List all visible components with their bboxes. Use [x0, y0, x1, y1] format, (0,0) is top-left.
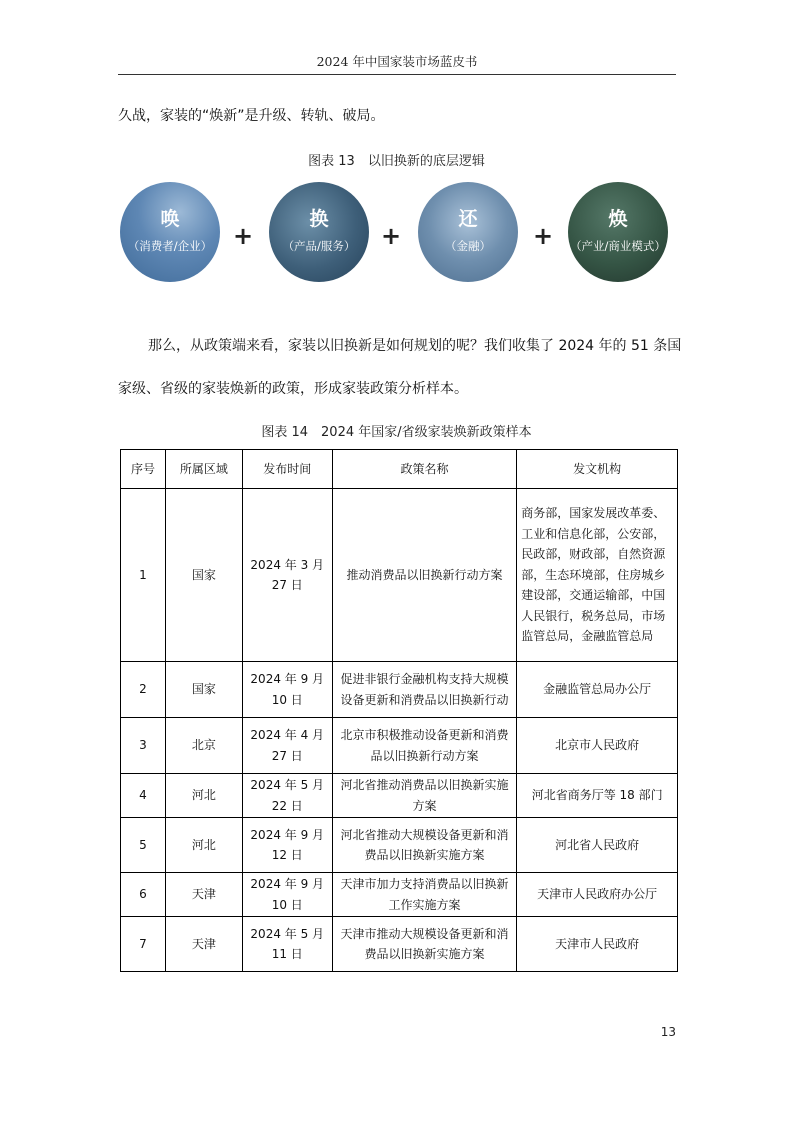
table-header-row	[121, 450, 678, 489]
page-number: 13	[660, 1025, 676, 1039]
row-date	[242, 662, 332, 718]
circle-finance-title: 还	[458, 208, 478, 230]
row-date	[242, 917, 332, 972]
header-issuing-org: 发文机构	[517, 450, 678, 489]
org-line: 河北省人民政府	[555, 837, 640, 852]
name-line: 费品以旧换新实施方案	[364, 947, 485, 961]
date-line: 12 日	[271, 848, 303, 862]
org-line: 民政部，财政部，自然资源	[521, 547, 666, 562]
org-line: 金融监管总局办公厅	[543, 682, 652, 697]
figure-13-caption: 图表 13 以旧换新的底层逻辑	[308, 154, 485, 169]
row-region: 国家	[165, 662, 242, 718]
org-line: 天津市人民政府办公厅	[537, 887, 658, 902]
name-line: 品以旧换新行动方案	[370, 748, 479, 763]
date-line: 10 日	[271, 692, 303, 707]
row-region: 河北	[165, 774, 242, 818]
policy-table	[120, 449, 678, 972]
date-line: 2024 年 9 月	[250, 672, 325, 686]
row-date	[242, 818, 332, 873]
date-line: 2024 年 5 月	[250, 926, 325, 941]
row-issuing-org	[517, 489, 678, 662]
org-line: 建设部，交通运输部，中国	[521, 588, 666, 603]
row-issuing-org	[517, 774, 678, 818]
header-policy-name: 政策名称	[332, 450, 517, 489]
circle-product	[269, 182, 369, 282]
circle-consumer-label: （消费者/企业）	[127, 239, 213, 253]
intro-paragraph: 久战，家装的“焕新”是升级、转轨、破局。	[118, 108, 385, 124]
date-line: 2024 年 9 月	[250, 877, 325, 891]
name-line: 费品以旧换新实施方案	[364, 848, 485, 862]
header-date: 发布时间	[242, 450, 332, 489]
org-line: 商务部，国家发展改革委、	[521, 506, 666, 521]
row-date	[242, 774, 332, 818]
org-line: 部，生态环境部，住房城乡	[521, 567, 666, 582]
circle-product-label: （产品/服务）	[282, 239, 356, 253]
row-issuing-org	[517, 718, 678, 774]
circle-finance-label: （金融）	[445, 239, 491, 253]
row-no: 2	[121, 662, 166, 718]
org-line: 河北省商务厅等 18 部门	[531, 788, 663, 803]
row-date	[242, 718, 332, 774]
row-no: 6	[121, 873, 166, 917]
row-date	[242, 873, 332, 917]
date-line: 2024 年 5 月	[250, 778, 325, 792]
row-no: 1	[121, 489, 166, 662]
date-line: 2024 年 3 月	[250, 557, 325, 572]
circle-finance	[418, 182, 518, 282]
row-date	[242, 489, 332, 662]
name-line: 河北省推动消费品以旧换新实施	[340, 778, 509, 792]
row-issuing-org	[517, 818, 678, 873]
circle-industry-title: 焕	[608, 208, 628, 230]
row-no: 3	[121, 718, 166, 774]
row-region: 北京	[165, 718, 242, 774]
name-line: 方案	[412, 798, 437, 813]
row-policy-name	[332, 774, 517, 818]
circle-product-title: 换	[309, 208, 329, 230]
circle-consumer	[120, 182, 220, 282]
header-divider	[118, 74, 676, 75]
row-region: 天津	[165, 873, 242, 917]
name-line: 北京市积极推动设备更新和消费	[340, 728, 509, 742]
row-region: 国家	[165, 489, 242, 662]
body-paragraph-line-2: 家级、省级的家装焕新的政策，形成家装政策分析样本。	[118, 381, 468, 397]
row-no: 7	[121, 917, 166, 972]
row-region: 河北	[165, 818, 242, 873]
header-no: 序号	[121, 450, 166, 489]
date-line: 22 日	[271, 798, 303, 813]
header-region: 所属区域	[165, 450, 242, 489]
date-line: 2024 年 4 月	[250, 728, 325, 742]
plus-sign-1: +	[233, 222, 254, 250]
body-paragraph-line-1: 那么，从政策端来看，家装以旧换新是如何规划的呢？我们收集了 2024 年的 51 条国	[148, 338, 682, 354]
row-no: 4	[121, 774, 166, 818]
row-issuing-org	[517, 662, 678, 718]
org-line: 人民银行，税务总局，市场	[521, 608, 666, 623]
table-row	[121, 873, 678, 917]
row-policy-name	[332, 489, 517, 662]
circle-consumer-title: 唤	[160, 208, 180, 230]
figure-14-caption: 图表 14 2024 年国家/省级家装焕新政策样本	[261, 425, 532, 440]
row-no: 5	[121, 818, 166, 873]
date-line: 27 日	[271, 578, 303, 592]
name-line: 工作实施方案	[388, 897, 461, 912]
date-line: 10 日	[271, 897, 303, 912]
date-line: 27 日	[271, 748, 303, 763]
table-row	[121, 774, 678, 818]
name-line: 河北省推动大规模设备更新和消	[340, 827, 509, 842]
table-row	[121, 917, 678, 972]
row-region: 天津	[165, 917, 242, 972]
row-policy-name	[332, 917, 517, 972]
row-issuing-org	[517, 917, 678, 972]
name-line: 天津市推动大规模设备更新和消	[340, 926, 509, 941]
org-line: 监管总局，金融监管总局	[521, 629, 654, 644]
row-policy-name	[332, 662, 517, 718]
circle-industry-label: （产业/商业模式）	[570, 239, 666, 253]
name-line: 促进非银行金融机构支持大规模	[340, 672, 509, 686]
plus-sign-3: +	[533, 222, 554, 250]
org-line: 北京市人民政府	[555, 738, 640, 753]
name-line: 设备更新和消费品以旧换新行动	[340, 692, 509, 707]
table-row	[121, 818, 678, 873]
row-policy-name	[332, 718, 517, 774]
org-line: 工业和信息化部，公安部，	[521, 526, 666, 541]
row-issuing-org	[517, 873, 678, 917]
date-line: 11 日	[271, 947, 303, 961]
row-policy-name	[332, 818, 517, 873]
table-row	[121, 489, 678, 662]
circle-industry	[568, 182, 668, 282]
row-policy-name	[332, 873, 517, 917]
table-row	[121, 662, 678, 718]
name-line: 推动消费品以旧换新行动方案	[346, 567, 503, 582]
page-header-title: 2024 年中国家装市场蓝皮书	[316, 54, 478, 69]
table-row	[121, 718, 678, 774]
plus-sign-2: +	[381, 222, 402, 250]
name-line: 天津市加力支持消费品以旧换新	[340, 877, 509, 891]
org-line: 天津市人民政府	[555, 936, 640, 951]
date-line: 2024 年 9 月	[250, 827, 325, 842]
